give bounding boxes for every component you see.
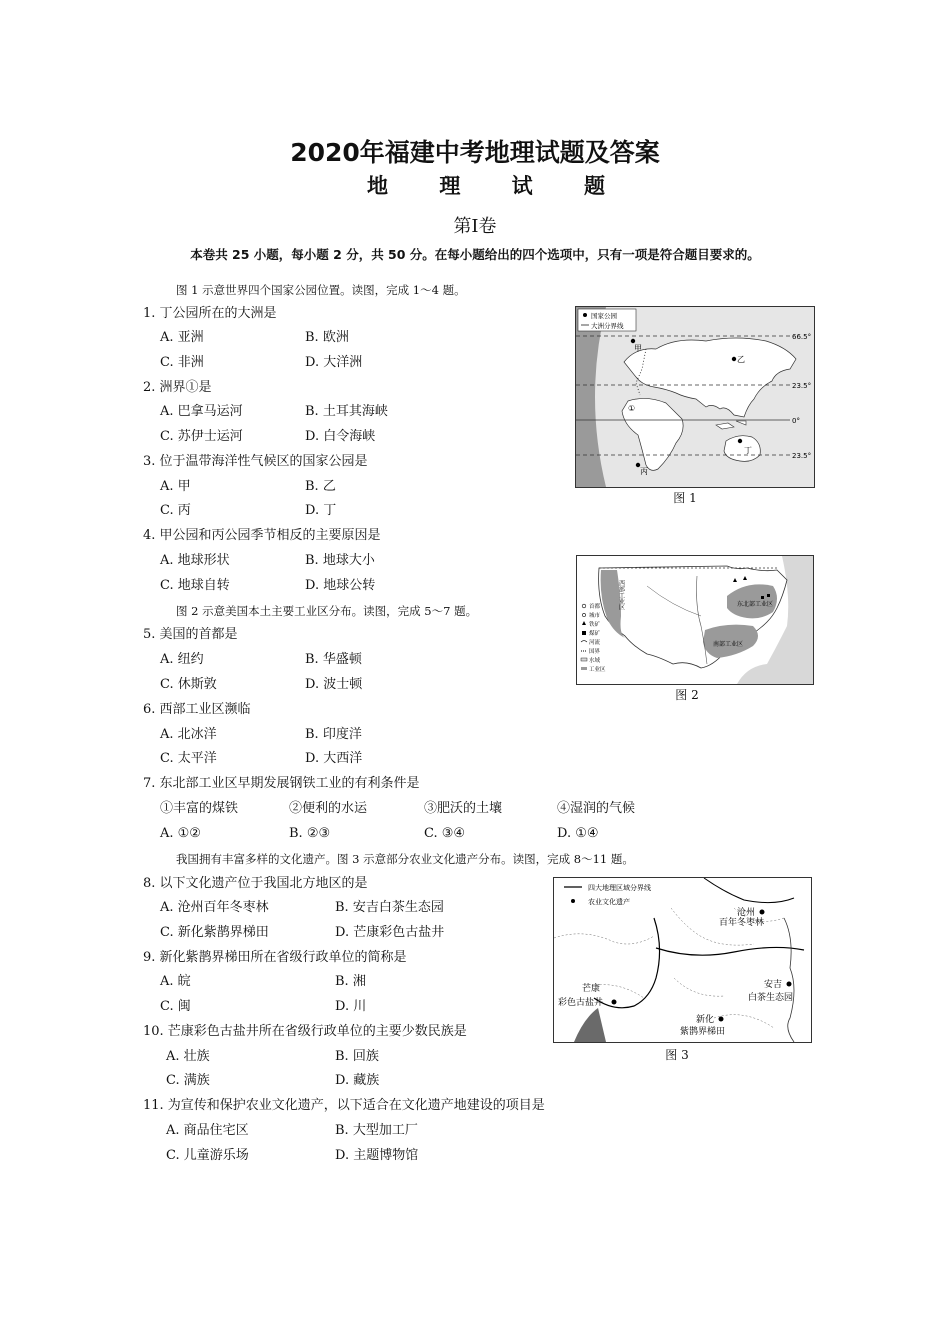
option: D. 大洋洲 [305,355,363,370]
intro-2: 图 2 示意美国本土主要工业区分布。读图，完成 5～7 题。 [176,604,478,618]
legend-label: 工业区 [589,667,606,673]
page-title: 2020年福建中考地理试题及答案 [290,138,660,167]
option: B. 华盛顿 [305,652,362,667]
option: C. 地球自转 [160,578,230,593]
legend-label: 国家公园 [591,312,617,320]
question-stem: 7. 东北部工业区早期发展钢铁工业的有利条件是 [143,776,420,791]
question-stem: 9. 新化紫鹊界梯田所在省级行政单位的简称是 [143,950,407,965]
option: B. 土耳其海峡 [305,404,388,419]
intro-1: 图 1 示意世界四个国家公园位置。读图，完成 1～4 题。 [176,283,466,297]
option: A. 北冰洋 [160,727,217,742]
option: C. 休斯敦 [160,677,217,692]
site-label: 白茶生态园 [748,993,794,1003]
site-label: 新化 [696,1015,715,1025]
legend-label: 铁矿 [589,622,601,628]
park-label: 丁 [744,446,752,455]
region-label: 东北部工业区 [737,601,774,608]
option: D. 主题博物馆 [335,1148,419,1163]
option: C. 丙 [160,503,191,518]
option: C. 苏伊士运河 [160,429,243,444]
us-map-svg [577,556,813,684]
legend-label: 四大地理区域分界线 [588,884,651,892]
legend-label: 国界 [589,649,601,655]
question-stem: 10. 芒康彩色古盐井所在省级行政单位的主要少数民族是 [143,1024,467,1039]
option: B. ②③ [289,826,331,841]
option: C. 儿童游乐场 [166,1148,249,1163]
site-marker [612,1000,617,1005]
option: C. ③④ [424,826,466,841]
legend-label: 城市 [589,613,601,619]
option: C. 太平洋 [160,751,217,766]
option: D. 大西洋 [305,751,363,766]
question-stem: 6. 西部工业区濒临 [143,702,251,717]
figure-3-caption: 图 3 [665,1048,689,1062]
option: B. 印度洋 [305,727,362,742]
lat-label: 0° [792,417,800,425]
condition: ③肥沃的土壤 [424,801,503,816]
option: A. 地球形状 [160,553,230,568]
condition: ④湿润的气候 [557,801,636,816]
question-stem: 8. 以下文化遗产位于我国北方地区的是 [143,876,368,891]
option: B. 大型加工厂 [335,1123,418,1138]
park-jia-marker [631,339,635,343]
question-stem: 4. 甲公园和丙公园季节相反的主要原因是 [143,528,381,543]
option: A. 亚洲 [160,330,204,345]
legend-label: 首都 [589,604,601,610]
option: D. 芒康彩色古盐井 [335,925,445,940]
option: B. 欧洲 [305,330,349,345]
question-stem: 11. 为宣传和保护农业文化遗产，以下适合在文化遗产地建设的项目是 [143,1098,545,1113]
park-label: 乙 [737,355,745,364]
figure-3-china-map [553,877,812,1043]
option: D. 白令海峡 [305,429,376,444]
option: D. 丁 [305,503,337,518]
option: C. 满族 [166,1073,210,1088]
region-label: 南部工业区 [713,641,744,648]
park-label: 丙 [640,467,648,476]
option: D. ①④ [557,826,599,841]
park-yi-marker [732,357,736,361]
option: B. 安吉白茶生态园 [335,900,444,915]
option: A. 甲 [160,479,191,494]
site-label: 百年冬枣林 [719,918,765,928]
page-subtitle: 地 理 试 题 [367,174,627,198]
option: A. ①② [160,826,201,841]
option: D. 藏族 [335,1073,380,1088]
park-legend-icon [583,313,587,317]
legend-label: 水域 [589,658,601,664]
lat-label: 23.5° [792,452,812,460]
option: D. 波士顿 [305,677,363,692]
site-label: 安吉 [764,980,783,990]
site-label: 芒康 [582,984,601,994]
option: B. 湘 [335,974,366,989]
option: A. 商品住宅区 [166,1123,249,1138]
region-label: 西部工业区 [617,580,625,610]
boundary-mark-label: ① [628,404,636,413]
china-map-svg [554,878,811,1042]
option: A. 沧州百年冬枣林 [160,900,269,915]
option: D. 地球公转 [305,578,376,593]
legend-label: 煤矿 [589,631,601,637]
option: A. 纽约 [160,652,204,667]
condition: ①丰富的煤铁 [160,801,239,816]
option: C. 非洲 [160,355,204,370]
option: A. 皖 [160,974,191,989]
park-label: 甲 [634,344,642,353]
site-legend-icon [571,899,575,903]
legend-label: 河流 [589,640,601,646]
lat-label: 66.5° [792,333,812,341]
option: C. 闽 [160,999,191,1014]
figure-1-caption: 图 1 [673,491,697,505]
option: B. 地球大小 [305,553,375,568]
intro-3: 我国拥有丰富多样的文化遗产。图 3 示意部分农业文化遗产分布。读图，完成 8～11 题。 [176,852,634,866]
figure-2-us-map [576,555,814,685]
question-stem: 1. 丁公园所在的大洲是 [143,306,277,321]
site-marker [787,982,792,987]
option: C. 新化紫鹊界梯田 [160,925,269,940]
site-label: 紫鹊界梯田 [680,1027,726,1037]
site-label: 沧州 [737,908,756,918]
option: A. 壮族 [166,1049,210,1064]
site-marker [719,1017,724,1022]
option: B. 乙 [305,479,336,494]
question-stem: 3. 位于温带海洋性气候区的国家公园是 [143,454,368,469]
site-marker [760,910,765,915]
figure-2-caption: 图 2 [675,688,699,702]
option: B. 回族 [335,1049,379,1064]
condition: ②便利的水运 [289,801,368,816]
legend-label: 大洲分界线 [591,322,624,330]
question-stem: 5. 美国的首都是 [143,627,238,642]
option: D. 川 [335,999,367,1014]
legend-label: 农业文化遗产 [588,898,630,906]
question-stem: 2. 洲界①是 [143,380,212,395]
lat-label: 23.5° [792,382,812,390]
site-label: 彩色古盐井 [558,998,604,1008]
park-ding-marker [738,439,742,443]
instructions: 本卷共 25 小题，每小题 2 分，共 50 分。在每小题给出的四个选项中，只有一项是符合题目要求的。 [190,247,760,262]
figure-1-world-map [575,306,815,488]
world-map-svg [576,307,814,487]
volume-label: 第Ⅰ卷 [453,216,497,237]
australia-shape [724,436,760,462]
option: A. 巴拿马运河 [160,404,243,419]
